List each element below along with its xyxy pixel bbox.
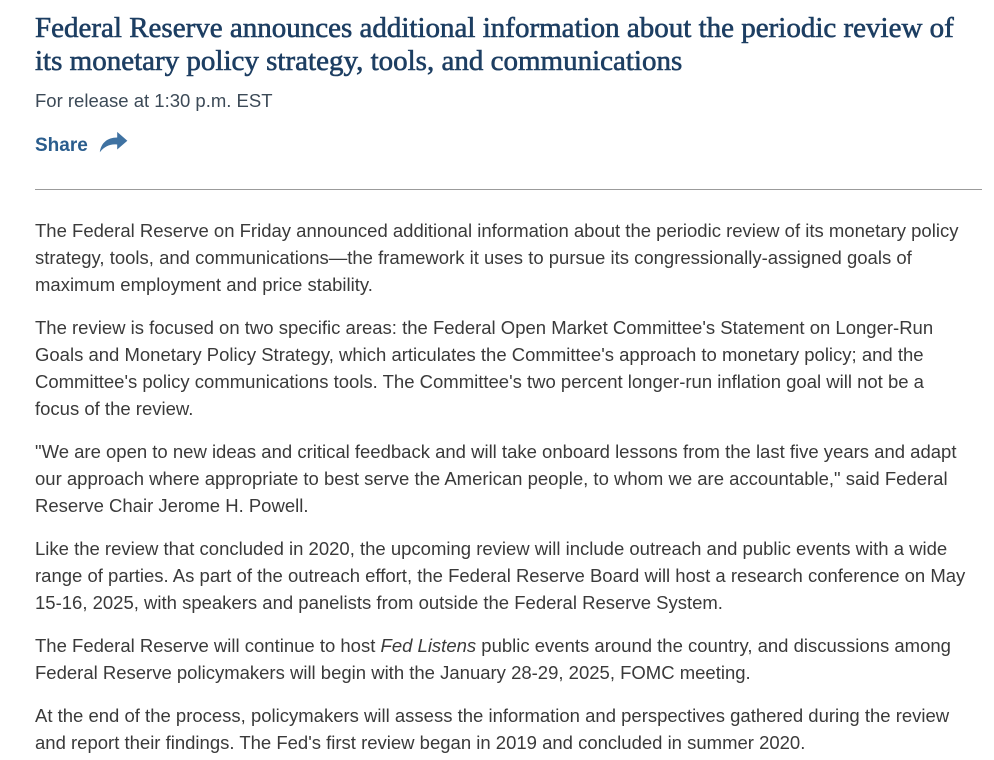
page-title: Federal Reserve announces additional information about the periodic review of its monetary policy strategy, tools, and communications — [35, 12, 954, 77]
release-time: For release at 1:30 p.m. EST — [35, 90, 273, 111]
text-run: The Federal Reserve on Friday announced additional information about the periodic review of its monetary policy strategy, tools, and communications—the framework it uses to pursue its congressionally-assigned goals of maximum employment and price stability. — [35, 220, 959, 295]
text-run: "We are open to new ideas and critical feedback and will take onboard lessons from the last five years and adapt our approach where appropriate to best serve the American people, to whom we are accountable," said Federal Reserve Chair Jerome H. Powell. — [35, 441, 957, 516]
text-run: At the end of the process, policymakers will assess the information and perspectives gathered during the review and report their findings. The Fed's first review began in 2019 and concluded in summer 2020. — [35, 705, 950, 753]
article-paragraph — [35, 314, 967, 422]
content-divider — [35, 189, 982, 190]
share-arrow-icon — [98, 131, 129, 161]
article-paragraph — [35, 438, 967, 519]
text-run: Like the review that concluded in 2020, the upcoming review will include outreach and public events with a wide range of parties. As part of the outreach effort, the Federal Reserve Board will host a research conference on May 15-16, 2025, with speakers and panelists from outside the Federal Reserve System. — [35, 538, 966, 613]
article-paragraph — [35, 632, 967, 686]
article-paragraph — [35, 535, 967, 616]
share-label: Share — [35, 135, 88, 156]
text-run: public events around the country, and discussions among Federal Reserve policymakers will begin with the January 28-29, 2025, FOMC meeting. — [35, 635, 951, 683]
italic-text-run: Fed Listens — [380, 635, 477, 656]
text-run: The Federal Reserve will continue to host — [35, 635, 381, 656]
article-body — [35, 217, 982, 756]
share-link[interactable] — [35, 131, 129, 161]
article-paragraph — [35, 217, 967, 298]
article-paragraph — [35, 702, 967, 756]
text-run: The review is focused on two specific areas: the Federal Open Market Committee's Statement on Longer-Run Goals and Monetary Policy Strategy, which articulates the Committee's approach to monetary policy; and the Committee's policy communications tools. The Committee's two percent longer-run inflation goal will not be a focus of the review. — [35, 317, 934, 419]
